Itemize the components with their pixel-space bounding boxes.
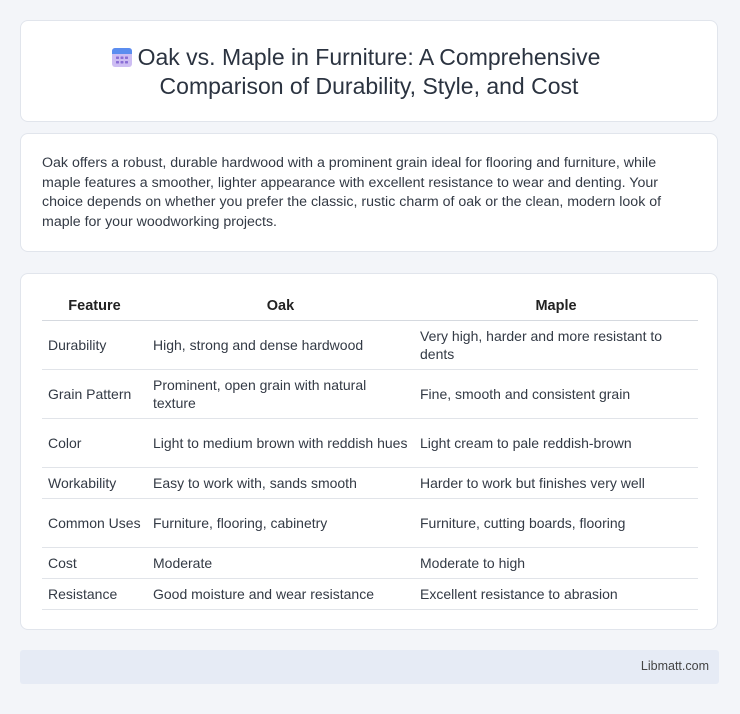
- table-row: [42, 419, 698, 468]
- oak-cell: Easy to work with, sands smooth: [147, 468, 414, 499]
- maple-cell: Moderate to high: [414, 548, 698, 579]
- header-oak: Oak: [147, 292, 414, 321]
- table-row: [42, 499, 698, 548]
- feature-cell: Durability: [42, 321, 147, 370]
- feature-cell: Resistance: [42, 579, 147, 610]
- feature-cell: Workability: [42, 468, 147, 499]
- table-row: [42, 468, 698, 499]
- comparison-table-card: [20, 273, 718, 630]
- footer-brand-link[interactable]: Libmatt.com: [640, 659, 709, 673]
- feature-cell: Grain Pattern: [42, 370, 147, 419]
- table-header-row: [42, 292, 698, 321]
- intro-paragraph: Oak offers a robust, durable hardwood with a prominent grain ideal for flooring and furniture, while maple features a smoother, lighter appearance with excellent resistance to wear and denting. Your choice depends on whether you prefer the classic, rustic charm of oak or the clean, modern look of maple for your woodworking projects.: [42, 155, 662, 230]
- intro-card: [20, 133, 718, 252]
- maple-cell: Fine, smooth and consistent grain: [414, 370, 698, 419]
- footer-bar: [20, 650, 719, 684]
- comparison-table: [42, 292, 698, 610]
- oak-cell: High, strong and dense hardwood: [147, 321, 414, 370]
- header-feature: Feature: [42, 292, 147, 321]
- oak-cell: Light to medium brown with reddish hues: [147, 419, 414, 468]
- table-row: [42, 548, 698, 579]
- maple-cell: Very high, harder and more resistant to dents: [414, 321, 698, 370]
- maple-cell: Harder to work but finishes very well: [414, 468, 698, 499]
- feature-cell: Color: [42, 419, 147, 468]
- feature-cell: Cost: [42, 548, 147, 579]
- oak-cell: Furniture, flooring, cabinetry: [147, 499, 414, 548]
- table-row: [42, 579, 698, 610]
- table-row: [42, 370, 698, 419]
- table-row: [42, 321, 698, 370]
- maple-cell: Excellent resistance to abrasion: [414, 579, 698, 610]
- feature-cell: Common Uses: [42, 499, 147, 548]
- maple-cell: Furniture, cutting boards, flooring: [414, 499, 698, 548]
- maple-cell: Light cream to pale reddish-brown: [414, 419, 698, 468]
- title-line-2: Comparison of Durability, Style, and Cost: [159, 73, 579, 99]
- title-line-1: Oak vs. Maple in Furniture: A Comprehensive: [137, 44, 601, 70]
- oak-cell: Moderate: [147, 548, 414, 579]
- header-maple: Maple: [414, 292, 698, 321]
- page-title: [21, 43, 717, 101]
- oak-cell: Good moisture and wear resistance: [147, 579, 414, 610]
- title-card: [20, 20, 718, 122]
- oak-cell: Prominent, open grain with natural texture: [147, 370, 414, 419]
